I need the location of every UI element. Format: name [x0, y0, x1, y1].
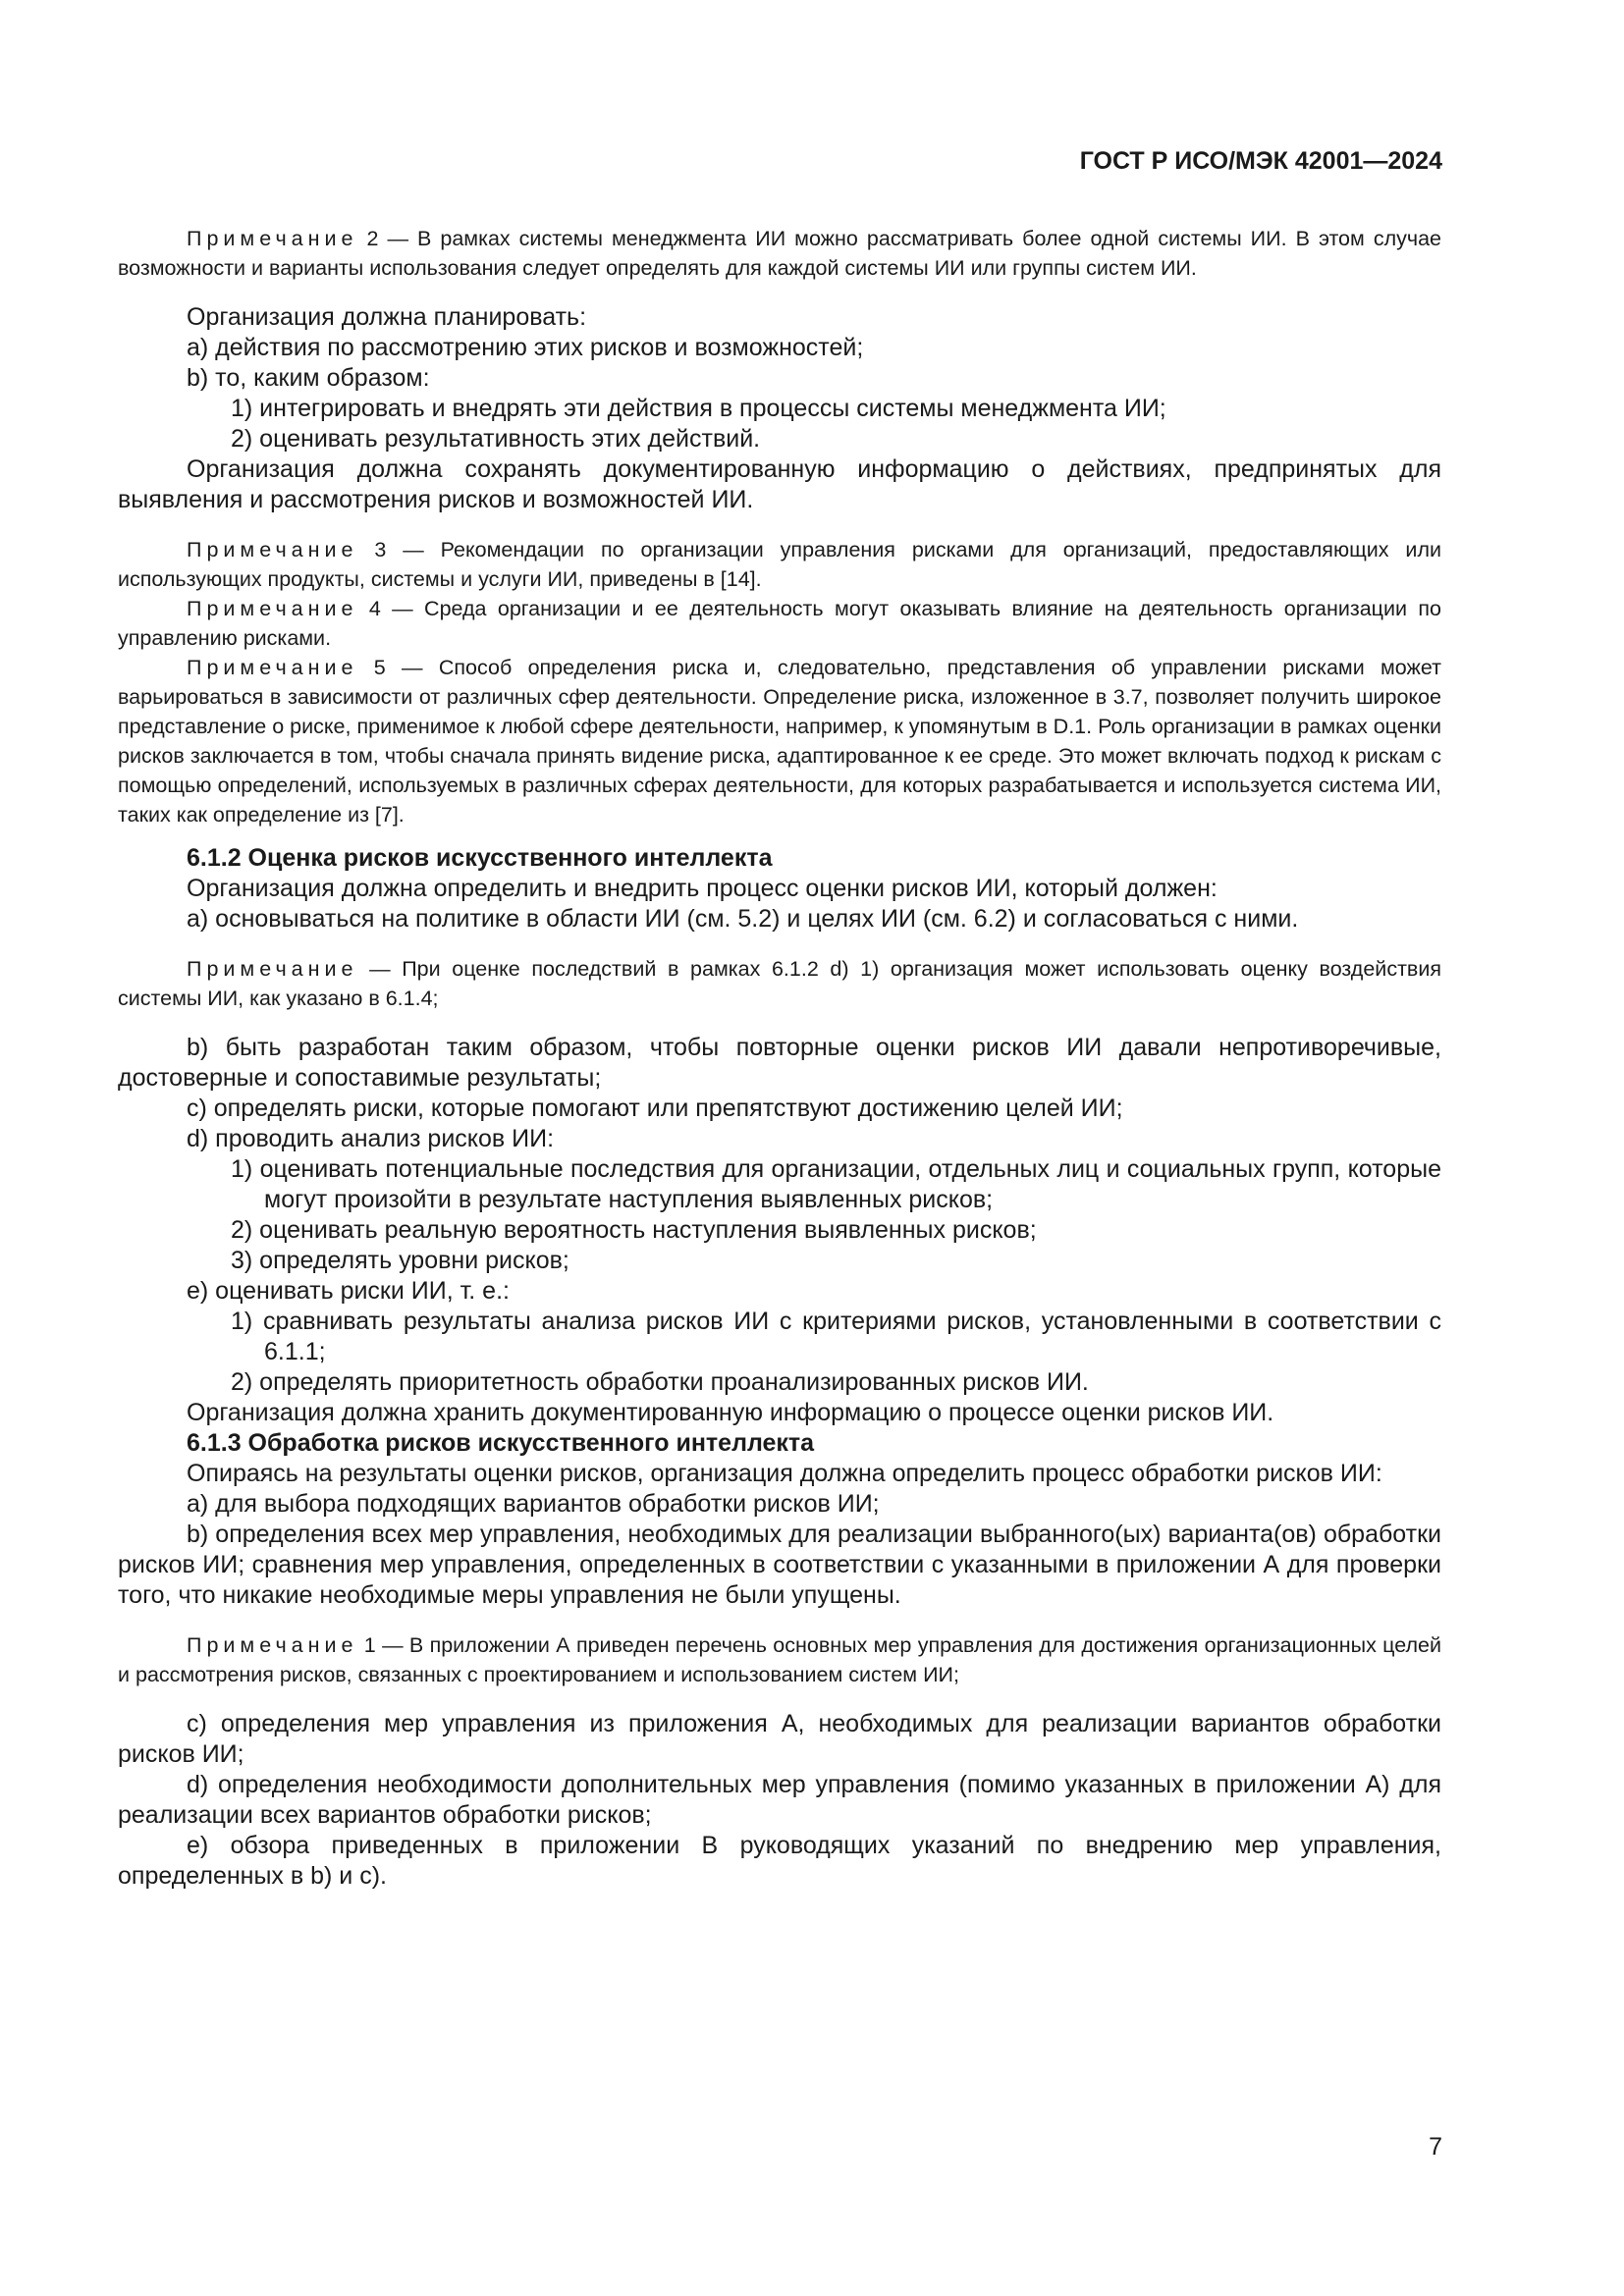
paragraph: Организация должна планировать: — [187, 303, 587, 331]
list-subitem: 1) сравнивать результаты анализа рисков ИИ с критериями рисков, установленными в соответствии с 6.1.1; — [231, 1308, 1441, 1365]
paragraph: Организация должна сохранять документированную информацию о действиях, предпринятых для выявления и рассмотрения рисков и возможностей ИИ. — [118, 455, 1441, 513]
note-label: Примечание — [187, 957, 358, 981]
note-label: Примечание — [187, 597, 358, 620]
list-item: e) оценивать риски ИИ, т. е.: — [187, 1277, 510, 1305]
paragraph: Организация должна определить и внедрить процесс оценки рисков ИИ, который должен: — [187, 875, 1218, 902]
page-number: 7 — [1429, 2133, 1442, 2161]
list-item: а) основываться на политике в области ИИ (см. 5.2) и целях ИИ (см. 6.2) и согласоваться с ними. — [187, 905, 1299, 933]
note-4: Примечание 4 — Среда организации и ее деятельность могут оказывать влияние на деятельность организации по управлению рисками. — [118, 597, 1441, 650]
list-subitem: 1) интегрировать и внедрять эти действия в процессы системы менеджмента ИИ; — [231, 395, 1166, 422]
list-item: c) определять риски, которые помогают или препятствуют достижению целей ИИ; — [187, 1095, 1123, 1122]
list-item: e) обзора приведенных в приложении В руководящих указаний по внедрению мер управления, определенных в b) и c). — [118, 1832, 1441, 1890]
list-item: b) быть разработан таким образом, чтобы повторные оценки рисков ИИ давали непротиворечивые, достоверные и сопоставимые результаты; — [118, 1034, 1441, 1092]
note-5: Примечание 5 — Способ определения риска и, следовательно, представления об управлении рисками может варьироваться в зависимости от различных сфер деятельности. Определение риска, изложенное в 3.7, позволяет получить широкое представление о риске, применимое к любой сфере деятельности, например, к упомянутым в D.1. Роль организации в рамках оценки рисков заключается в том, чтобы сначала принять видение риска, адаптированное к ее среде. Это может включать подход к рискам с помощью определений, используемых в различных сферах деятельности, для которых разрабатывается и используется система ИИ, таких как определение из [7]. — [118, 656, 1441, 827]
list-item: a) действия по рассмотрению этих рисков и возможностей; — [187, 334, 864, 361]
list-subitem: 1) оценивать потенциальные последствия для организации, отдельных лиц и социальных групп, которые могут произойти в результате наступления выявленных рисков; — [231, 1155, 1441, 1213]
list-subitem: 2) оценивать результативность этих действий. — [231, 425, 761, 453]
list-subitem: 2) определять приоритетность обработки проанализированных рисков ИИ. — [231, 1368, 1089, 1396]
section-heading-6-1-2: 6.1.2 Оценка рисков искусственного интеллекта — [187, 844, 773, 872]
page-content — [118, 224, 1441, 1892]
note-label: Примечание — [187, 656, 358, 679]
note-label: Примечание — [187, 538, 358, 561]
document-header: ГОСТ Р ИСО/МЭК 42001—2024 — [1079, 147, 1442, 175]
note-2: Примечание 2 — В рамках системы менеджмента ИИ можно рассматривать более одной системы ИИ. В этом случае возможности и варианты использования следует определять для каждой системы ИИ или группы систем ИИ. — [118, 227, 1441, 280]
note-label: Примечание — [187, 1633, 358, 1657]
note-6-1-2: Примечание — При оценке последствий в рамках 6.1.2 d) 1) организация может использовать оценку воздействия системы ИИ, как указано в 6.1.4; — [118, 957, 1441, 1010]
note-3: Примечание 3 — Рекомендации по организации управления рисками для организаций, предоставляющих или использующих продукты, системы и услуги ИИ, приведены в [14]. — [118, 538, 1441, 591]
list-item: d) определения необходимости дополнительных мер управления (помимо указанных в приложении А) для реализации всех вариантов обработки рисков; — [118, 1771, 1441, 1829]
note-6-1-3: Примечание 1 — В приложении А приведен перечень основных мер управления для достижения организационных целей и рассмотрения рисков, связанных с проектированием и использованием систем ИИ; — [118, 1633, 1441, 1686]
list-item: b) то, каким образом: — [187, 364, 430, 392]
list-item: c) определения мер управления из приложения А, необходимых для реализации вариантов обработки рисков ИИ; — [118, 1710, 1441, 1768]
note-label: Примечание — [187, 227, 358, 250]
paragraph: Опираясь на результаты оценки рисков, организация должна определить процесс обработки рисков ИИ: — [187, 1460, 1382, 1487]
section-heading-6-1-3: 6.1.3 Обработка рисков искусственного интеллекта — [187, 1429, 815, 1457]
list-item: b) определения всех мер управления, необходимых для реализации выбранного(ых) варианта(ов) обработки рисков ИИ; сравнения мер управления, определенных в соответствии с указанными в приложении А для проверки того, что никакие необходимые меры управления не были упущены. — [118, 1521, 1441, 1609]
list-subitem: 2) оценивать реальную вероятность наступления выявленных рисков; — [231, 1216, 1037, 1244]
list-subitem: 3) определять уровни рисков; — [231, 1247, 569, 1274]
list-item: d) проводить анализ рисков ИИ: — [187, 1125, 555, 1152]
list-item: a) для выбора подходящих вариантов обработки рисков ИИ; — [187, 1490, 880, 1518]
paragraph: Организация должна хранить документированную информацию о процессе оценки рисков ИИ. — [187, 1399, 1274, 1426]
